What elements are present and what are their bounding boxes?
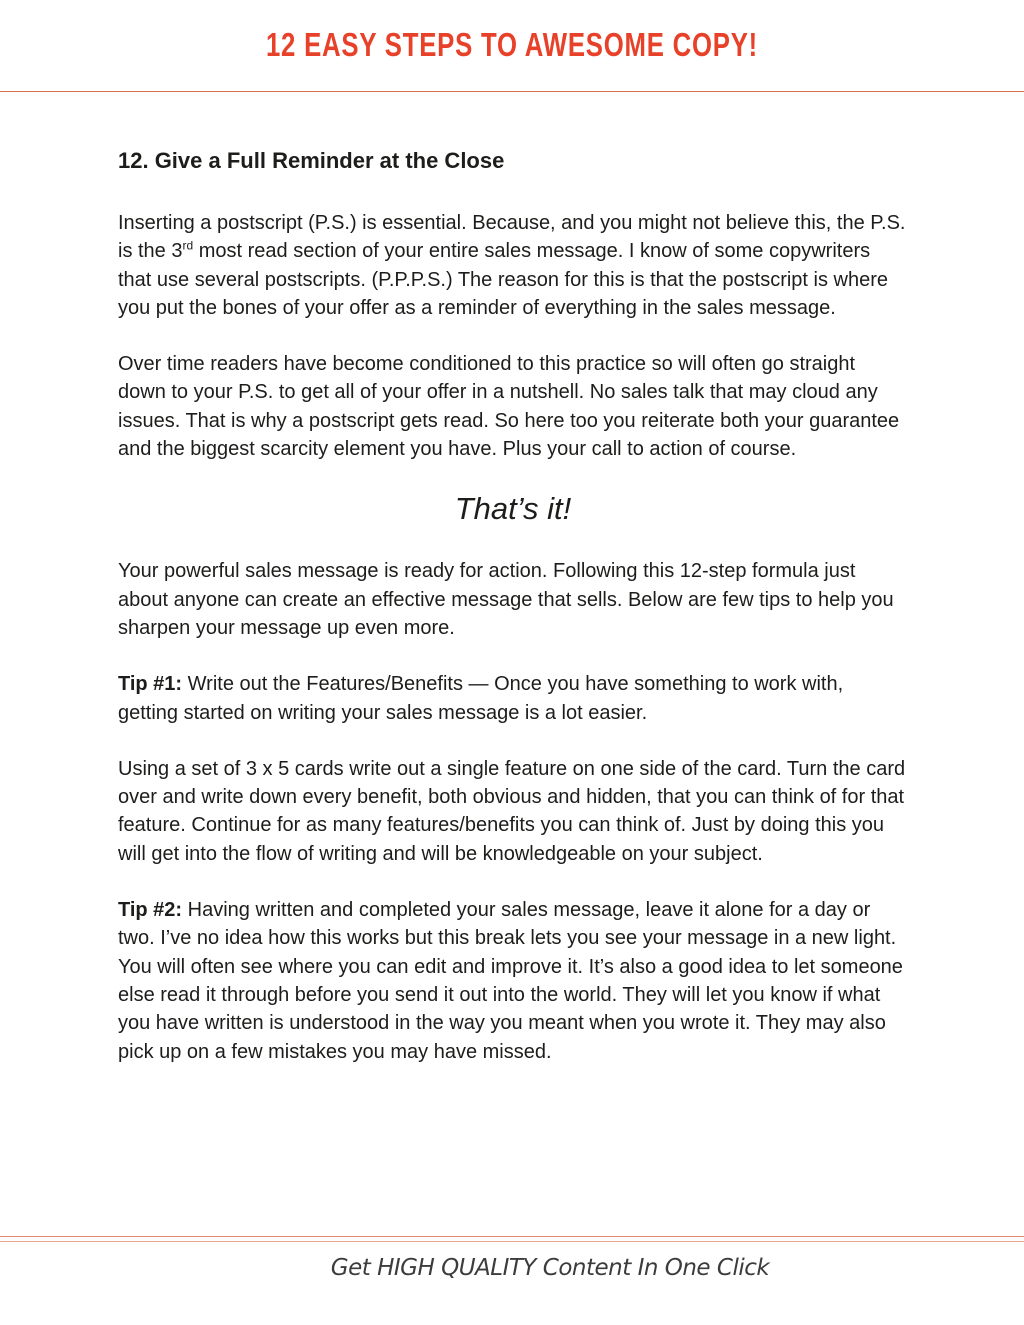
tip-label: Tip #1:	[118, 673, 183, 696]
paragraph-postscript	[118, 209, 908, 322]
superscript-ordinal: rd	[182, 238, 194, 253]
paragraph-readers: Over time readers have become conditioned to this practice so will often go straight down to your P.S. to get all of your offer in a nutshell. No sales talk that may cloud any issues. That is why a postscript gets read. So here too you reiterate both your guarantee and the biggest scarcity element you have. Plus your call to action of course.	[118, 353, 900, 461]
page-title: 12 EASY STEPS TO AWESOME COPY!	[265, 26, 759, 63]
tip-text: Having written and completed your sales message, leave it alone for a day or two. I’ve no idea how this works but this break lets you see your message in a new light. You will often see where you can edit and improve it. It’s also a good idea to let someone else read it through before you send it out into the world. They will let you know if what you have written is understood in the way you meant when you wrote it. They may also pick up on a few mistakes you may have missed.	[118, 899, 903, 1063]
footer-tagline: Get HIGH QUALITY Content In One Click	[330, 1255, 770, 1281]
footer-divider	[0, 1236, 1024, 1237]
header-divider	[0, 91, 1024, 92]
tip-label: Tip #2:	[118, 899, 183, 922]
tip-2	[118, 896, 908, 1066]
tip-1-details: Using a set of 3 x 5 cards write out a single feature on one side of the card. Turn the card over and write down every benefit, both obvious and hidden, that you can think of for that feature. Continue for as many features/benefits you can think of. Just by doing this you will get into the flow of writing and will be knowledgeable on your subject.	[118, 757, 906, 865]
paragraph-text: Inserting a postscript (P.S.) is essential. Because, and you might not believe this, the P.S. is the 3	[118, 212, 906, 263]
paragraph-conclusion: Your powerful sales message is ready for action. Following this 12-step formula just about anyone can create an effective message that sells. Below are few tips to help you sharpen your message up even more.	[118, 560, 894, 639]
document-body	[118, 140, 908, 1094]
tip-1	[118, 670, 908, 727]
footer-divider-secondary	[0, 1241, 1024, 1242]
tip-text: Write out the Features/Benefits — Once you have something to work with, getting started on writing your sales message is a lot easier.	[118, 673, 844, 724]
paragraph-text: most read section of your entire sales message. I know of some copywriters that use several postscripts. (P.P.P.S.) The reason for this is that the postscript is where you put the bones of your offer as a reminder of everything in the sales message.	[118, 240, 889, 319]
conclusion-heading: That’s it!	[454, 491, 572, 527]
section-heading: 12. Give a Full Reminder at the Close	[118, 148, 505, 173]
